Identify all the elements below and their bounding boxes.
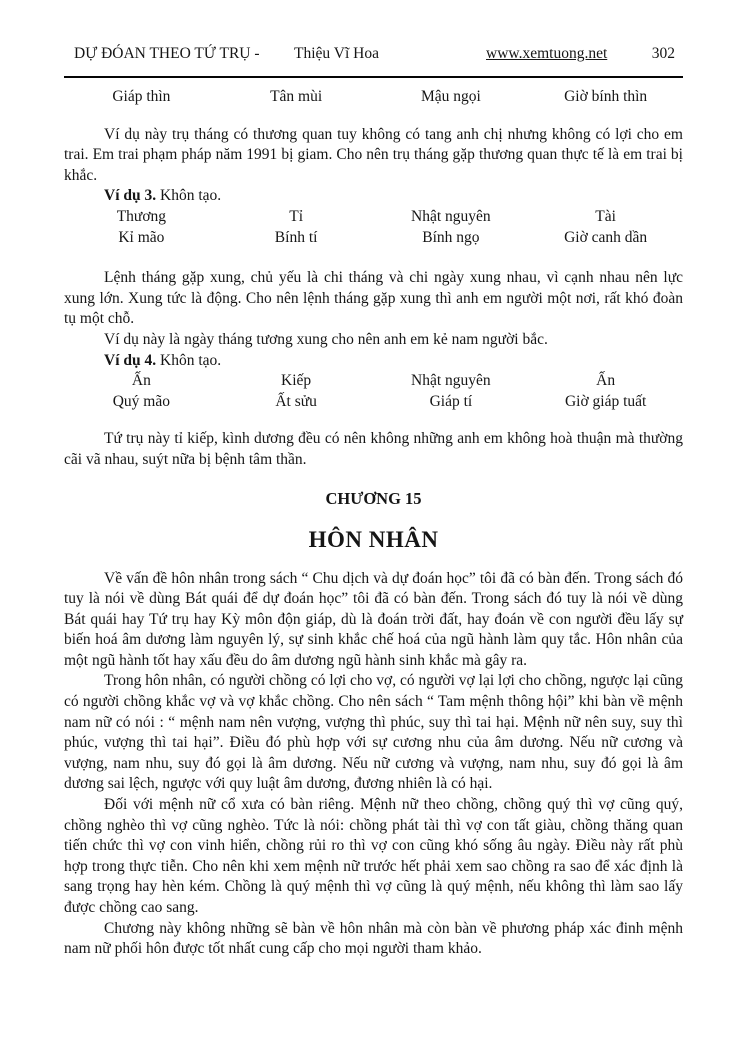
pillar-cell: Nhật nguyên bbox=[411, 372, 491, 390]
pillar-cell: Tân mùi bbox=[270, 88, 323, 105]
paragraph: Đối với mệnh nữ cổ xưa có bàn riêng. Mệnh nữ theo chồng, chồng quý thì vợ cũng quý, chồng nghèo thì vợ cũng nghèo. Tức là nói: chồng phát tài thì vợ con tất giàu, chồng thăng quan tiến chức thì vợ con vinh hiển, chồng rủi ro thì vợ con cũng khó sống âu ngày. Điều này rất phù hợp trong thực tiễn. Cho nên khi xem mệnh nữ trước hết phải xem sao chồng ra sao để xác định là sang trọng hay hèn kém. Chồng là quý mệnh thì vợ cũng là quý mệnh, nếu không thì làm sao lấy được chồng cao sang. bbox=[64, 796, 683, 916]
pillar-cell: Ấn bbox=[131, 372, 151, 390]
pillar-cell: Nhật nguyên bbox=[411, 207, 491, 225]
paragraph-xung-note: Ví dụ này là ngày tháng tương xung cho nên anh em kẻ nam người bắc. bbox=[104, 330, 548, 348]
pillar-cell: Giờ bính thìn bbox=[564, 88, 648, 105]
pillar-cell: Giờ canh dần bbox=[564, 228, 648, 246]
pillar-cell: Kỉ mão bbox=[118, 228, 165, 246]
pillar-cell: Thương bbox=[116, 207, 167, 225]
pillar-cell: Giáp thìn bbox=[112, 88, 171, 105]
header-divider bbox=[64, 76, 683, 78]
example-3-heading bbox=[64, 186, 683, 207]
paragraph-xung: Lệnh tháng gặp xung, chủ yếu là chi tháng và chi ngày xung nhau, vì cạnh nhau nên lực xung lớn. Xung tức là động. Cho nên lệnh tháng gặp xung thì anh em người một nơi, rất khó đoàn tụ một chỗ. bbox=[64, 269, 683, 328]
pillar-row-top bbox=[64, 87, 683, 108]
example-3-gods-row bbox=[64, 207, 683, 228]
pillar-cell: Bính tí bbox=[274, 228, 318, 246]
example-3-pillars-row bbox=[64, 228, 683, 249]
pillar-cell: Ấn bbox=[596, 372, 616, 390]
example-4-label: Ví dụ 4. bbox=[104, 351, 157, 369]
book-title: DỰ ĐÓAN THEO TỨ TRỤ - bbox=[74, 45, 260, 62]
pillar-cell: Ất sửu bbox=[275, 392, 317, 410]
page-number: 302 bbox=[651, 45, 675, 62]
example-4-heading bbox=[64, 351, 683, 372]
example-4-note: Khôn tạo. bbox=[156, 351, 222, 369]
pillar-cell: Quý mão bbox=[112, 392, 170, 410]
page-header bbox=[64, 44, 683, 64]
paragraph-example-intro: Ví dụ này trụ tháng có thương quan tuy không có tang anh chị nhưng không có lợi cho em trai. Em trai phạm pháp năm 1991 bị giam. Cho nên trụ tháng gặp thương quan thực tế là em trai bị khắc. bbox=[64, 125, 683, 184]
pillar-cell: Tài bbox=[595, 207, 616, 225]
pillar-cell: Giờ giáp tuất bbox=[564, 392, 647, 410]
pillar-cell: Bính ngọ bbox=[422, 228, 480, 246]
paragraph: Trong hôn nhân, có người chồng có lợi cho vợ, có người vợ lại lợi cho chồng, ngược lại cũng có người chồng khắc vợ và vợ khắc chồng. Cho nên sách “ Tam mệnh thông hội” khi bàn về mệnh nam nữ có nói : “ mệnh nam nên vượng, vượng thì phúc, suy thì tai hại. Mệnh nữ nên suy, suy thì phúc, vượng thì tai hại”. Điều đó phù hợp với sự cương nhu của âm dương. Nếu nữ cương và vượng, nam nhu, suy đó gọi là âm dương. Nếu nữ cương và vượng, nam nhu, suy đó gọi là âm dương sai lệch, ngược với quy luật âm dương, đương nhiên là có hại. bbox=[64, 672, 683, 793]
chapter-title: HÔN NHÂN bbox=[308, 526, 439, 552]
page-body bbox=[64, 125, 683, 960]
website-link[interactable]: www.xemtuong.net bbox=[486, 45, 608, 62]
paragraph: Về vấn đề hôn nhân trong sách “ Chu dịch và dự đoán học” tôi đã có bàn đến. Trong sách đó tuy là nói về dùng Bát quái để dự đoán học” tôi đã có bàn đến. Trong sách đó tuy là nói về dùng Bát quái hay Tứ trụ hay Kỳ môn độn giáp, dù là đoán trời đất, hay đoán về con người đều lấy sự biến hoá âm dương làm nguyên lý, sự sinh khắc chế hoá của ngũ hành làm quy tắc. Hôn nhân của một ngũ hành tốt hay xấu đều do âm dương ngũ hành sinh khắc mà gây ra. bbox=[64, 569, 683, 669]
example-4-gods-row bbox=[64, 371, 683, 392]
paragraph-example-conclusion: Tứ trụ này tỉ kiếp, kình dương đều có nên không những anh em không hoà thuận mà thường cãi vã nhau, suýt nữa bị bệnh tâm thần. bbox=[64, 430, 683, 468]
pillar-cell: Giáp tí bbox=[429, 392, 473, 410]
author-name: Thiệu Vĩ Hoa bbox=[294, 45, 379, 62]
pillar-cell: Kiếp bbox=[281, 372, 312, 390]
example-4-pillars-row bbox=[64, 392, 683, 413]
chapter-number: CHƯƠNG 15 bbox=[325, 488, 422, 508]
example-3-label: Ví dụ 3. bbox=[104, 187, 157, 205]
paragraph: Chương này không những sẽ bàn về hôn nhân mà còn bàn về phương pháp xác đinh mệnh nam nữ phối hôn được tốt nhất cung cấp cho mọi người tham khảo. bbox=[64, 919, 683, 958]
pillar-cell: Tỉ bbox=[289, 207, 304, 225]
pillar-cell: Mậu ngọi bbox=[420, 88, 481, 105]
example-3-note: Khôn tạo. bbox=[156, 187, 222, 205]
